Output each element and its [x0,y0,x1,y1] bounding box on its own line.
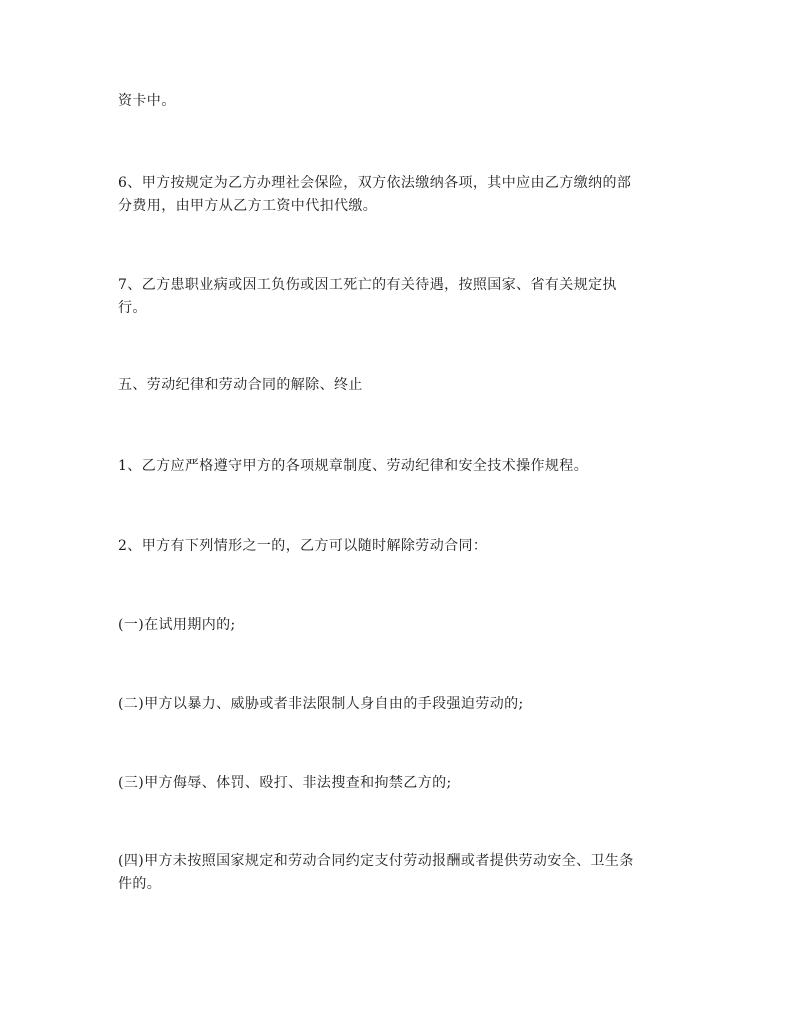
list-item-4 [118,850,690,896]
paragraph-item-7-injury-benefits [118,274,690,320]
paragraph-line: (三)甲方侮辱、体罚、殴打、非法搜查和拘禁乙方的; [118,775,452,791]
paragraph-line: 1、乙方应严格遵守甲方的各项规章制度、劳动纪律和安全技术操作规程。 [118,458,589,474]
section-heading-five [118,374,690,397]
paragraph-item-2-termination [118,535,690,558]
list-item-1 [118,614,690,637]
paragraph-continuation [118,90,690,113]
paragraph-line: 7、乙方患职业病或因工负伤或因工死亡的有关待遇，按照国家、省有关规定执 [118,277,617,293]
paragraph-line: 资卡中。 [118,93,176,109]
paragraph-line: (四)甲方未按照国家规定和劳动合同约定支付劳动报酬或者提供劳动安全、卫生条 [118,853,634,869]
list-item-3 [118,772,690,795]
paragraph-line: (一)在试用期内的; [118,617,236,633]
paragraph-line: 五、劳动纪律和劳动合同的解除、终止 [118,377,363,393]
paragraph-line: 6、甲方按规定为乙方办理社会保险，双方依法缴纳各项，其中应由乙方缴纳的部 [118,175,632,191]
paragraph-line: 分费用，由甲方从乙方工资中代扣代缴。 [118,198,378,214]
paragraph-line: 件的。 [118,876,162,892]
list-item-2 [118,693,690,716]
paragraph-line: (二)甲方以暴力、威胁或者非法限制人身自由的手段强迫劳动的; [118,696,524,712]
paragraph-item-6-social-insurance [118,172,690,218]
paragraph-line: 行。 [118,300,147,316]
paragraph-line: 2、甲方有下列情形之一的，乙方可以随时解除劳动合同： [118,538,488,554]
paragraph-item-1-discipline [118,455,690,478]
